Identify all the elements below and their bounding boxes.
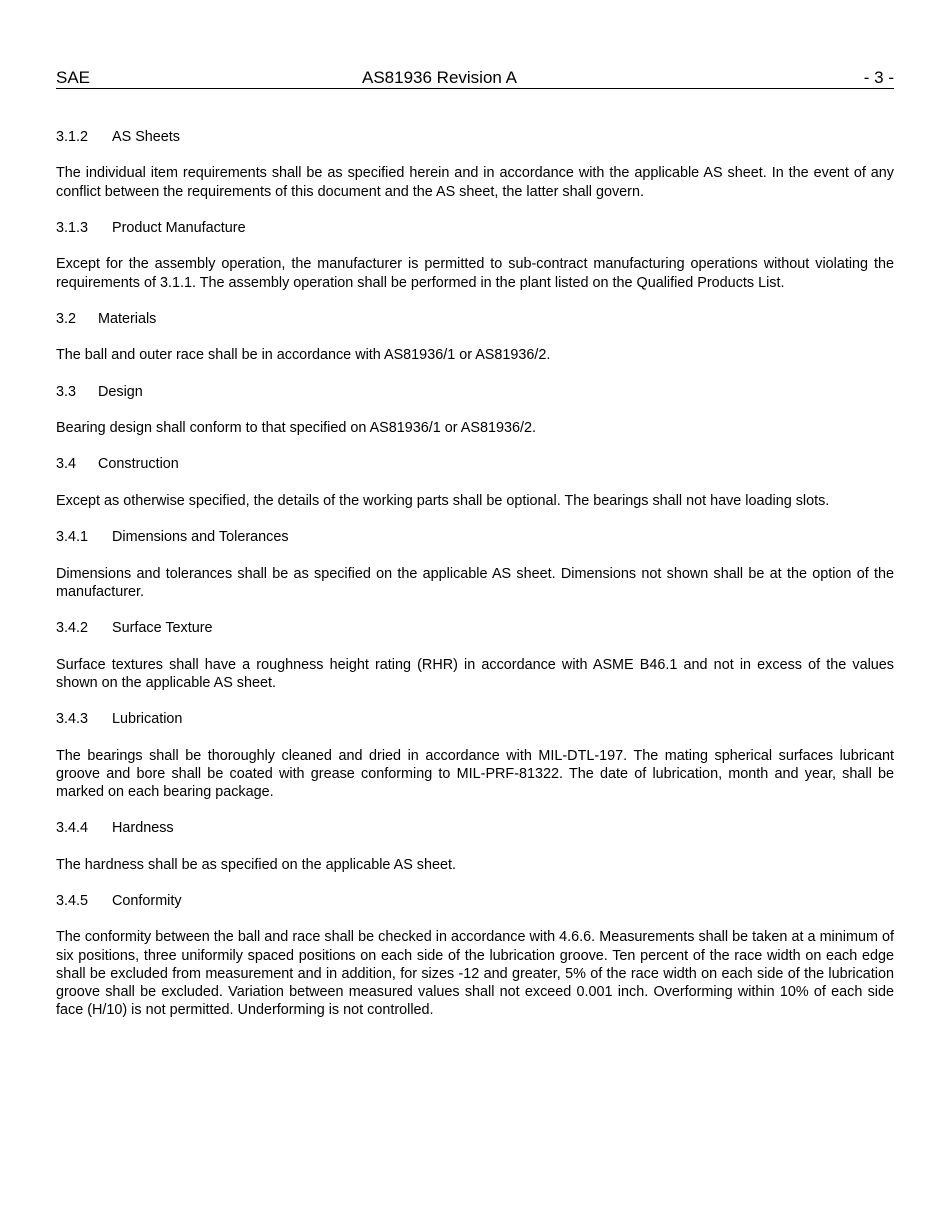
section-heading xyxy=(56,619,894,637)
page-header xyxy=(56,68,894,89)
section-number: 3.1.3 xyxy=(56,219,89,236)
section-heading xyxy=(56,892,894,910)
section-paragraph: The ball and outer race shall be in accordance with AS81936/1 or AS81936/2. xyxy=(56,347,551,364)
section-title: Construction xyxy=(98,456,179,473)
section-3-1-2 xyxy=(56,128,894,201)
section-paragraph: The individual item requirements shall be as specified herein and in accordance with the applicable AS sheet. In the event of any conflict between the requirements of this document and the AS sheet, the latter shall govern. xyxy=(56,165,894,200)
section-3-4 xyxy=(56,455,894,510)
section-paragraph: The conformity between the ball and race shall be checked in accordance with 4.6.6. Measurements shall be taken at a minimum of six positions, three uniformily spaced positions on each side of the lubrication groove. Ten percent of the race width on each edge shall be excluded from measurement and in addition, for sizes -12 and greater, 5% of the race width on each side of the lubrication groove shall be excluded. Variation between measured values shall not exceed 0.001 inch. Overforming within 10% of each side face (H/10) is not permitted. Underforming is not controlled. xyxy=(56,929,894,1019)
section-paragraph: Bearing design shall conform to that specified on AS81936/1 or AS81936/2. xyxy=(56,420,537,437)
section-paragraph: Except for the assembly operation, the manufacturer is permitted to sub-contract manufacturing operations without violating the requirements of 3.1.1. The assembly operation shall be performed in the plant listed on the Qualified Products List. xyxy=(56,256,894,291)
section-title: AS Sheets xyxy=(112,129,180,145)
section-paragraph: The bearings shall be thoroughly cleaned and dried in accordance with MIL-DTL-197. The mating spherical surfaces lubricant groove and bore shall be coated with grease conforming to MIL-PRF-81322. The date of lubrication, month and year, shall be marked on each bearing package. xyxy=(56,747,894,800)
section-heading xyxy=(56,819,894,837)
section-number: 3.1.2 xyxy=(56,129,89,145)
header-organization: SAE xyxy=(56,68,91,87)
section-heading xyxy=(56,528,894,546)
section-number: 3.4.5 xyxy=(56,893,89,910)
section-title: Surface Texture xyxy=(112,620,213,637)
section-3-4-5 xyxy=(56,892,894,1019)
section-heading xyxy=(56,310,894,328)
section-number: 3.2 xyxy=(56,310,77,327)
section-3-4-2 xyxy=(56,619,894,692)
section-title: Lubrication xyxy=(112,711,183,728)
section-paragraph: Surface textures shall have a roughness height rating (RHR) in accordance with ASME B46.1 and not in excess of the values shown on the applicable AS sheet. xyxy=(56,656,894,691)
section-title: Dimensions and Tolerances xyxy=(112,529,289,546)
section-title: Materials xyxy=(98,310,157,327)
section-heading xyxy=(56,455,894,473)
section-title: Hardness xyxy=(112,820,174,837)
section-number: 3.4 xyxy=(56,456,77,473)
section-paragraph: The hardness shall be as specified on the applicable AS sheet. xyxy=(56,856,457,873)
section-3-3 xyxy=(56,383,894,438)
section-title: Design xyxy=(98,383,143,400)
section-3-4-4 xyxy=(56,819,894,874)
section-title: Conformity xyxy=(112,893,182,910)
section-3-4-1 xyxy=(56,528,894,601)
section-number: 3.4.1 xyxy=(56,529,89,546)
section-3-1-3 xyxy=(56,219,894,292)
section-paragraph: Dimensions and tolerances shall be as specified on the applicable AS sheet. Dimensions not shown shall be at the option of the manufacturer. xyxy=(56,565,894,600)
header-page-number: - 3 - xyxy=(863,68,894,87)
section-number: 3.3 xyxy=(56,383,77,400)
header-document-id: AS81936 Revision A xyxy=(362,68,517,87)
section-heading xyxy=(56,383,894,401)
section-3-4-3 xyxy=(56,710,894,801)
section-heading xyxy=(56,710,894,728)
section-3-2 xyxy=(56,310,894,365)
document-body xyxy=(56,128,894,1038)
section-title: Product Manufacture xyxy=(112,219,246,236)
section-number: 3.4.3 xyxy=(56,711,89,728)
section-heading xyxy=(56,219,894,237)
section-number: 3.4.2 xyxy=(56,620,89,637)
section-paragraph: Except as otherwise specified, the details of the working parts shall be optional. The bearings shall not have loading slots. xyxy=(56,492,830,509)
section-number: 3.4.4 xyxy=(56,820,89,837)
section-heading xyxy=(56,128,894,146)
